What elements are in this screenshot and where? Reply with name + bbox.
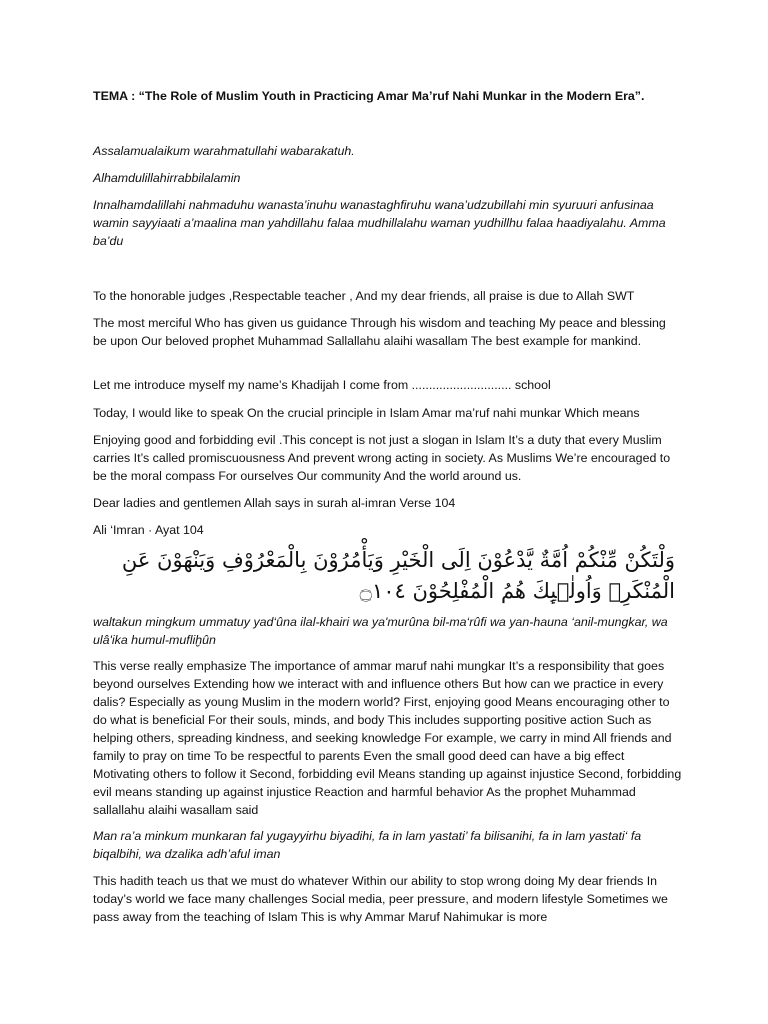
paragraph-introduction: Let me introduce myself my name’s Khadijah I come from ............................. school <box>93 378 551 392</box>
paragraph-verse-intro: Dear ladies and gentlemen Allah says in surah al-imran Verse 104 <box>93 496 456 510</box>
speech-title: TEMA : “The Role of Muslim Youth in Practicing Amar Ma’ruf Nahi Munkar in the Modern Era”. <box>93 89 645 103</box>
opening-dua: Innalhamdalillahi nahmaduhu wanasta’inuhu wanastaghfiruhu wana’udzubillahi min syuruuri anfusinaa wamin sayyiaati a’maalina man yahdillahu falaa mudhillalahu waman yudhillhu falaa haadiyalahu. Amma ba’du <box>93 198 666 248</box>
arabic-verse: وَلْتَكُنْ مِّنْكُمْ اُمَّةٌ يَّدْعُوْنَ اِلَى الْخَيْرِ وَيَأْمُرُوْنَ بِالْمَعْرُوْفِ وَيَنْهَوْنَ عَنِ الْمُنْكَرِۗ وَاُولٰۤىِٕكَ هُمُ الْمُفْلِحُوْنَ ۝١٠٤ <box>121 548 675 603</box>
hamdalah: Alhamdulillahirrabbilalamin <box>93 171 241 185</box>
hadith-text: Man ra’a minkum munkaran fal yugayyirhu biyadihi, fa in lam yastati’ fa bilisanihi, fa in lam yastati‘ fa biqalbihi, wa dzalika adh’aful iman <box>93 829 642 861</box>
paragraph-explanation: This verse really emphasize The importance of ammar maruf nahi mungkar It’s a responsibility that goes beyond ourselves Extending how we interact with and influence others But how can we practice in every dalis? Especially as young Muslim in the modern world? First, enjoying good Means encouraging other to do what is beneficial For their souls, minds, and body This includes supporting positive action Such as helping others, spreading kindness, and seeking knowledge For example, we carry in mind All friends and family to pray on time To be respectful to parents Even the small good deed can have a big effect Motivating others to follow it Second, forbidding evil Means standing up against injustice Second, forbidding evil means standing up against injustice Reaction and harmful behavior As the prophet Muhammad sallallahu alaihi wasallam said <box>93 659 682 817</box>
verse-transliteration: waltakun mingkum ummatuy yad‘ûna ilal-khairi wa ya'murûna bil-ma‘rûfi wa yan-hauna ‘anil-mungkar, wa ulâ'ika humul-mufliḫûn <box>93 615 668 647</box>
greeting: Assalamualaikum warahmatullahi wabarakatuh. <box>93 144 355 158</box>
paragraph-topic: Today, I would like to speak On the crucial principle in Islam Amar ma’ruf nahi munkar Which means <box>93 406 640 420</box>
verse-reference: Ali ‘Imran · Ayat 104 <box>93 523 204 537</box>
paragraph-concept: Enjoying good and forbidding evil .This concept is not just a slogan in Islam It’s a duty that every Muslim carries It’s called promiscuousness And prevent wrong acting in society. As Muslims We’re encouraged to be the moral compass For ourselves Our community And the world around us. <box>93 433 671 483</box>
paragraph-hadith-lesson: This hadith teach us that we must do whatever Within our ability to stop wrong doing My dear friends In today’s world we face many challenges Social media, peer pressure, and modern lifestyle Sometimes we pass away from the teaching of Islam This is why Ammar Maruf Nahimukar is more <box>93 874 668 924</box>
paragraph-blessings: The most merciful Who has given us guidance Through his wisdom and teaching My peace and blessing be upon Our beloved prophet Muhammad Sallallahu alaihi wasallam The best example for mankind. <box>93 316 666 348</box>
paragraph-greeting-judges: To the honorable judges ,Respectable teacher , And my dear friends, all praise is due to Allah SWT <box>93 289 635 303</box>
